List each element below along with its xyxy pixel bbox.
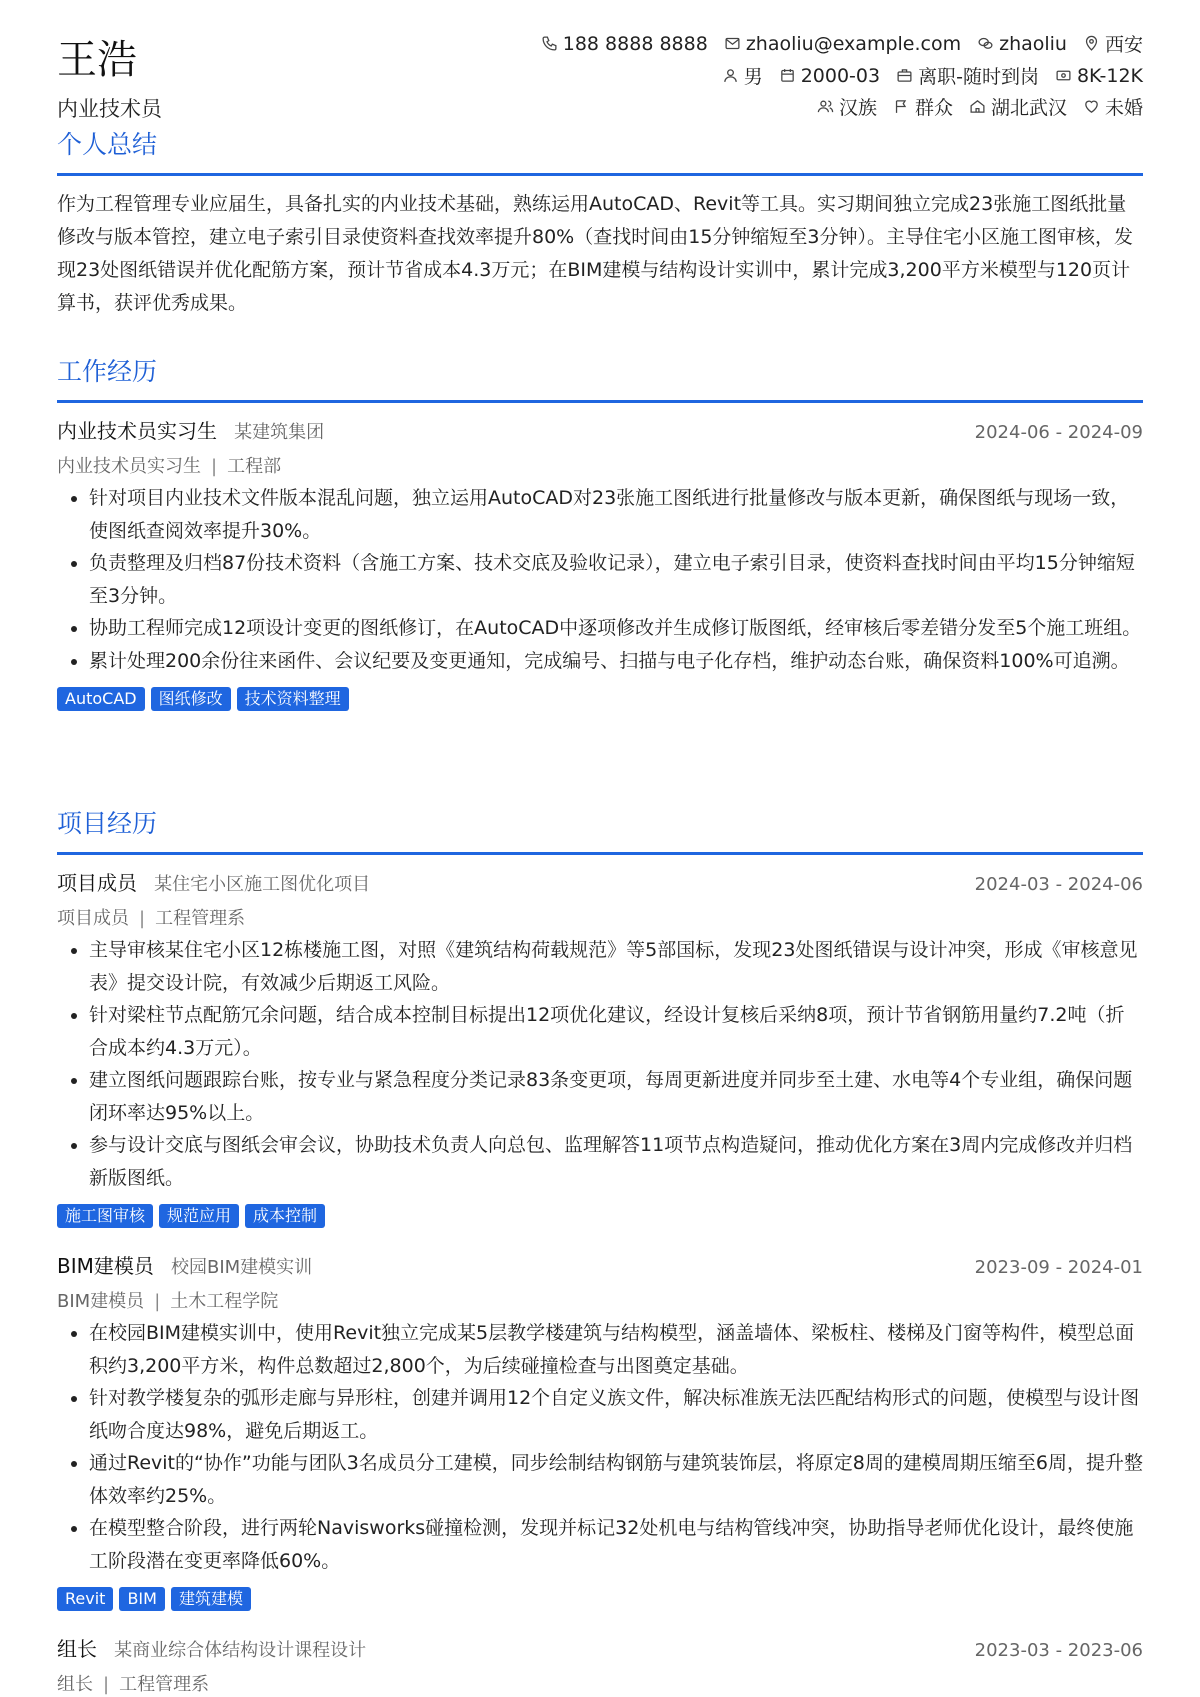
contact-salary xyxy=(1055,62,1143,89)
wechat-text: zhaoliu xyxy=(999,32,1067,55)
projects-section xyxy=(57,807,1143,855)
skill-tag: 建筑建模 xyxy=(171,1587,251,1611)
entry-sub-role: BIM建模员 xyxy=(57,1291,145,1312)
separator: | xyxy=(211,456,218,477)
mail-icon xyxy=(724,35,741,52)
entry-sub-dept: 土木工程学院 xyxy=(170,1291,279,1312)
entry-date: 2023-03 - 2023-06 xyxy=(974,1640,1143,1661)
location-text: 西安 xyxy=(1104,34,1143,56)
gender-text: 男 xyxy=(743,66,763,88)
calendar-icon xyxy=(779,67,796,84)
contact-hometown xyxy=(969,93,1067,120)
entry-date: 2023-09 - 2024-01 xyxy=(974,1257,1143,1278)
contact-row-2 xyxy=(722,62,1143,89)
entry-sub-role: 组长 xyxy=(57,1674,93,1695)
bullet-item: • 针对梁柱节点配筋冗余问题，结合成本控制目标提出12项优化建议，经设计复核后采纳8项，预计节省钢筋用量约7.2吨（折合成本约4.3万元）。 xyxy=(89,999,1143,1064)
entry-header xyxy=(57,867,1143,897)
section-divider xyxy=(57,852,1143,855)
contact-row-3 xyxy=(817,93,1143,120)
contact-ethnicity xyxy=(817,93,877,120)
contact-political xyxy=(893,93,953,120)
skill-tag: Revit xyxy=(57,1587,113,1611)
contact-birth xyxy=(779,62,880,89)
separator: | xyxy=(103,1674,110,1695)
entry-subtitle xyxy=(57,904,1143,930)
entry-sub-role: 内业技术员实习生 xyxy=(57,456,201,477)
flag-icon xyxy=(893,98,910,115)
job-title: 内业技术员 xyxy=(57,97,162,121)
projects-title: 项目经历 xyxy=(57,809,158,838)
entry-bullets xyxy=(57,1317,1143,1577)
entry-date: 2024-03 - 2024-06 xyxy=(974,874,1143,895)
contact-phone xyxy=(541,30,708,57)
skill-tag: BIM xyxy=(119,1587,165,1611)
work-entry xyxy=(57,415,1143,711)
political-text: 群众 xyxy=(914,97,953,119)
entry-header xyxy=(57,1250,1143,1280)
entry-sub-dept: 工程管理系 xyxy=(119,1674,210,1695)
bullet-item: • 累计处理200余份往来函件、会议纪要及变更通知，完成编号、扫描与电子化存档，维护动态台账，确保资料100%可追溯。 xyxy=(89,645,1143,678)
hometown-text: 湖北武汉 xyxy=(990,97,1067,119)
entry-subtitle xyxy=(57,1670,1143,1696)
skill-tag: 规范应用 xyxy=(159,1204,239,1228)
email-text: zhaoliu@example.com xyxy=(745,32,962,55)
tag-list xyxy=(57,1204,1143,1228)
contact-location xyxy=(1083,30,1143,57)
entry-sub-dept: 工程部 xyxy=(227,456,282,477)
home-icon xyxy=(969,98,986,115)
bullet-item: • 在校园BIM建模实训中，使用Revit独立完成某5层教学楼建筑与结构模型，涵盖墙体、梁板柱、楼梯及门窗等构件，模型总面积约3,200平方米，构件总数超过2,800个，为后续碰撞检查与出图奠定基础。 xyxy=(89,1317,1143,1382)
entry-subtitle xyxy=(57,452,1143,478)
bullet-item: • 通过Revit的“协作”功能与团队3名成员分工建模，同步绘制结构钢筋与建筑装饰层，将原定8周的建模周期压缩至6周，提升整体效率约25%。 xyxy=(89,1447,1143,1512)
contact-row-1 xyxy=(541,30,1143,57)
entry-role: 组长 xyxy=(57,1637,97,1661)
contact-status xyxy=(896,62,1039,89)
separator: | xyxy=(154,1291,161,1312)
summary-section xyxy=(57,128,1143,320)
location-icon xyxy=(1083,35,1100,52)
skill-tag: 图纸修改 xyxy=(151,687,231,711)
entry-role: BIM建模员 xyxy=(57,1254,154,1278)
contact-marital xyxy=(1083,93,1143,120)
project-entry xyxy=(57,1250,1143,1611)
phone-text: 188 8888 8888 xyxy=(562,32,708,55)
entry-role: 项目成员 xyxy=(57,871,137,895)
skill-tag: 成本控制 xyxy=(245,1204,325,1228)
section-divider xyxy=(57,173,1143,176)
candidate-name: 王浩 xyxy=(57,37,137,83)
salary-text: 8K-12K xyxy=(1076,64,1143,87)
bullet-item: • 协助工程师完成12项设计变更的图纸修订，在AutoCAD中逐项修改并生成修订版图纸，经审核后零差错分发至5个施工班组。 xyxy=(89,612,1143,645)
entry-header xyxy=(57,1633,1143,1663)
birth-text: 2000-03 xyxy=(800,64,881,87)
tag-list xyxy=(57,687,1143,711)
skill-tag: 技术资料整理 xyxy=(237,687,349,711)
entry-header xyxy=(57,415,1143,445)
bullet-item: • 在模型整合阶段，进行两轮Navisworks碰撞检测，发现并标记32处机电与结构管线冲突，协助指导老师优化设计，最终使施工阶段潜在变更率降低60%。 xyxy=(89,1512,1143,1577)
entry-org: 某住宅小区施工图优化项目 xyxy=(154,874,371,895)
status-text: 离职-随时到岗 xyxy=(918,66,1039,88)
entry-role: 内业技术员实习生 xyxy=(57,419,217,443)
summary-text: 作为工程管理专业应届生，具备扎实的内业技术基础，熟练运用AutoCAD、Revit等工具。实习期间独立完成23张施工图纸批量修改与版本管控，建立电子索引目录使资料查找效率提升80%（查找时间由15分钟缩短至3分钟）。主导住宅小区施工图审核，发现23处图纸错误并优化配筋方案，预计节省成本4.3万元；在BIM建模与结构设计实训中，累计完成3,200平方米模型与120页计算书，获评优秀成果。 xyxy=(57,193,1133,314)
entry-sub-dept: 工程管理系 xyxy=(155,908,246,929)
entry-subtitle xyxy=(57,1287,1143,1313)
wechat-icon xyxy=(977,35,994,52)
marital-text: 未婚 xyxy=(1104,97,1143,119)
people-icon xyxy=(817,98,834,115)
tag-list xyxy=(57,1587,1143,1611)
bullet-item: • 主导审核某住宅小区12栋楼施工图，对照《建筑结构荷载规范》等5部国标，发现23处图纸错误与设计冲突，形成《审核意见表》提交设计院，有效减少后期返工风险。 xyxy=(89,934,1143,999)
skill-tag: 施工图审核 xyxy=(57,1204,153,1228)
bullet-item: • 负责整理及归档87份技术资料（含施工方案、技术交底及验收记录），建立电子索引目录，使资料查找时间由平均15分钟缩短至3分钟。 xyxy=(89,547,1143,612)
summary-title: 个人总结 xyxy=(57,130,158,159)
ethnicity-text: 汉族 xyxy=(838,97,877,119)
entry-org: 某商业综合体结构设计课程设计 xyxy=(114,1640,367,1661)
separator: | xyxy=(139,908,146,929)
heart-icon xyxy=(1083,98,1100,115)
entry-date: 2024-06 - 2024-09 xyxy=(974,422,1143,443)
project-entry xyxy=(57,867,1143,1228)
project-entry xyxy=(57,1633,1143,1696)
entry-bullets xyxy=(57,934,1143,1194)
contact-email xyxy=(724,30,961,57)
skill-tag: AutoCAD xyxy=(57,687,145,711)
work-section xyxy=(57,355,1143,403)
bullet-item: • 建立图纸问题跟踪台账，按专业与紧急程度分类记录83条变更项，每周更新进度并同步至土建、水电等4个专业组，确保问题闭环率达95%以上。 xyxy=(89,1064,1143,1129)
phone-icon xyxy=(541,35,558,52)
salary-icon xyxy=(1055,67,1072,84)
entry-bullets xyxy=(57,482,1143,677)
person-icon xyxy=(722,67,739,84)
bullet-item: • 针对教学楼复杂的弧形走廊与异形柱，创建并调用12个自定义族文件，解决标准族无法匹配结构形式的问题，使模型与设计图纸吻合度达98%，避免后期返工。 xyxy=(89,1382,1143,1447)
section-divider xyxy=(57,400,1143,403)
bullet-item: • 参与设计交底与图纸会审会议，协助技术负责人向总包、监理解答11项节点构造疑问，推动优化方案在3周内完成修改并归档新版图纸。 xyxy=(89,1129,1143,1194)
briefcase-icon xyxy=(896,67,913,84)
entry-org: 某建筑集团 xyxy=(234,422,325,443)
entry-sub-role: 项目成员 xyxy=(57,908,129,929)
work-title: 工作经历 xyxy=(57,357,158,386)
contact-wechat xyxy=(977,30,1067,57)
bullet-item: • 针对项目内业技术文件版本混乱问题，独立运用AutoCAD对23张施工图纸进行批量修改与版本更新，确保图纸与现场一致，使图纸查阅效率提升30%。 xyxy=(89,482,1143,547)
contact-gender xyxy=(722,62,763,89)
entry-org: 校园BIM建模实训 xyxy=(170,1257,313,1278)
